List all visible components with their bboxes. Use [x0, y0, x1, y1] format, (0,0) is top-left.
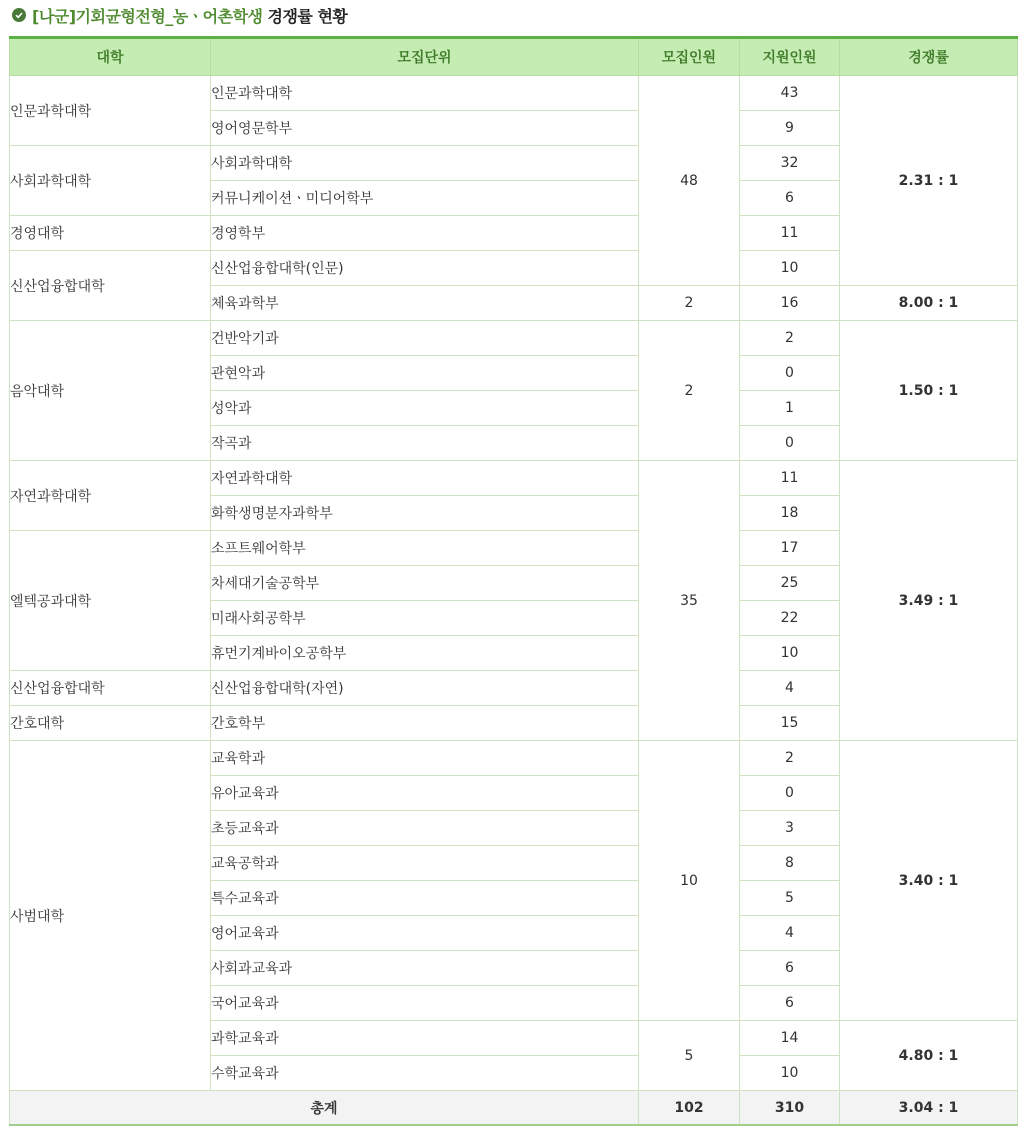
university-cell: 사범대학: [10, 741, 211, 1091]
quota-cell: 35: [639, 461, 740, 741]
applicants-cell: 5: [740, 881, 840, 916]
quota-cell: 2: [639, 286, 740, 321]
university-cell: 자연과학대학: [10, 461, 211, 531]
applicants-cell: 1: [740, 391, 840, 426]
section-title: [12, 2, 347, 28]
university-cell: 엘텍공과대학: [10, 531, 211, 671]
applicants-cell: 22: [740, 601, 840, 636]
unit-cell: 국어교육과: [211, 986, 639, 1021]
unit-cell: 수학교육과: [211, 1056, 639, 1091]
table-row: [10, 741, 1018, 776]
unit-cell: 경영학부: [211, 216, 639, 251]
title-highlight: [나군]기회균형전형_농ㆍ어촌학생: [32, 6, 263, 26]
applicants-cell: 11: [740, 216, 840, 251]
col-header-ratio: 경쟁률: [840, 38, 1018, 76]
unit-cell: 간호학부: [211, 706, 639, 741]
quota-cell: 2: [639, 321, 740, 461]
applicants-cell: 4: [740, 916, 840, 951]
applicants-cell: 11: [740, 461, 840, 496]
col-header-university: 대학: [10, 38, 211, 76]
university-cell: 신산업융합대학: [10, 671, 211, 706]
total-row: [10, 1091, 1018, 1126]
applicants-cell: 17: [740, 531, 840, 566]
applicants-cell: 2: [740, 321, 840, 356]
total-applicants: 310: [740, 1091, 840, 1126]
applicants-cell: 18: [740, 496, 840, 531]
applicants-cell: 2: [740, 741, 840, 776]
applicants-cell: 3: [740, 811, 840, 846]
total-label: 총계: [10, 1091, 639, 1126]
title-rest: 경쟁률 현황: [267, 6, 348, 26]
applicants-cell: 32: [740, 146, 840, 181]
applicants-cell: 8: [740, 846, 840, 881]
total-quota: 102: [639, 1091, 740, 1126]
ratio-cell: 1.50 : 1: [840, 321, 1018, 461]
quota-cell: 10: [639, 741, 740, 1021]
unit-cell: 초등교육과: [211, 811, 639, 846]
quota-cell: 48: [639, 76, 740, 286]
unit-cell: 교육학과: [211, 741, 639, 776]
applicants-cell: 0: [740, 426, 840, 461]
unit-cell: 건반악기과: [211, 321, 639, 356]
unit-cell: 작곡과: [211, 426, 639, 461]
unit-cell: 교육공학과: [211, 846, 639, 881]
unit-cell: 사회과교육과: [211, 951, 639, 986]
university-cell: 간호대학: [10, 706, 211, 741]
unit-cell: 체육과학부: [211, 286, 639, 321]
unit-cell: 화학생명분자과학부: [211, 496, 639, 531]
unit-cell: 소프트웨어학부: [211, 531, 639, 566]
ratio-cell: 4.80 : 1: [840, 1021, 1018, 1091]
applicants-cell: 25: [740, 566, 840, 601]
ratio-cell: 2.31 : 1: [840, 76, 1018, 286]
unit-cell: 차세대기술공학부: [211, 566, 639, 601]
applicants-cell: 15: [740, 706, 840, 741]
applicants-cell: 6: [740, 986, 840, 1021]
university-cell: 인문과학대학: [10, 76, 211, 146]
unit-cell: 특수교육과: [211, 881, 639, 916]
col-header-applicants: 지원인원: [740, 38, 840, 76]
quota-cell: 5: [639, 1021, 740, 1091]
applicants-cell: 10: [740, 1056, 840, 1091]
unit-cell: 영어교육과: [211, 916, 639, 951]
applicants-cell: 10: [740, 251, 840, 286]
unit-cell: 성악과: [211, 391, 639, 426]
col-header-quota: 모집인원: [639, 38, 740, 76]
unit-cell: 자연과학대학: [211, 461, 639, 496]
competition-rate-table: [9, 36, 1018, 1126]
unit-cell: 유아교육과: [211, 776, 639, 811]
check-circle-icon: [12, 8, 26, 22]
applicants-cell: 0: [740, 776, 840, 811]
unit-cell: 신산업융합대학(자연): [211, 671, 639, 706]
applicants-cell: 6: [740, 951, 840, 986]
unit-cell: 신산업융합대학(인문): [211, 251, 639, 286]
university-cell: 사회과학대학: [10, 146, 211, 216]
table-row: [10, 321, 1018, 356]
university-cell: 신산업융합대학: [10, 251, 211, 321]
ratio-cell: 3.49 : 1: [840, 461, 1018, 741]
col-header-unit: 모집단위: [211, 38, 639, 76]
unit-cell: 영어영문학부: [211, 111, 639, 146]
applicants-cell: 10: [740, 636, 840, 671]
table-row: [10, 461, 1018, 496]
applicants-cell: 0: [740, 356, 840, 391]
unit-cell: 과학교육과: [211, 1021, 639, 1056]
applicants-cell: 14: [740, 1021, 840, 1056]
applicants-cell: 6: [740, 181, 840, 216]
university-cell: 음악대학: [10, 321, 211, 461]
table-header-row: [10, 38, 1018, 76]
unit-cell: 휴먼기계바이오공학부: [211, 636, 639, 671]
total-ratio: 3.04 : 1: [840, 1091, 1018, 1126]
unit-cell: 관현악과: [211, 356, 639, 391]
applicants-cell: 16: [740, 286, 840, 321]
applicants-cell: 9: [740, 111, 840, 146]
unit-cell: 사회과학대학: [211, 146, 639, 181]
table-row: [10, 76, 1018, 111]
applicants-cell: 4: [740, 671, 840, 706]
ratio-cell: 8.00 : 1: [840, 286, 1018, 321]
unit-cell: 미래사회공학부: [211, 601, 639, 636]
ratio-cell: 3.40 : 1: [840, 741, 1018, 1021]
unit-cell: 커뮤니케이션ㆍ미디어학부: [211, 181, 639, 216]
unit-cell: 인문과학대학: [211, 76, 639, 111]
university-cell: 경영대학: [10, 216, 211, 251]
applicants-cell: 43: [740, 76, 840, 111]
